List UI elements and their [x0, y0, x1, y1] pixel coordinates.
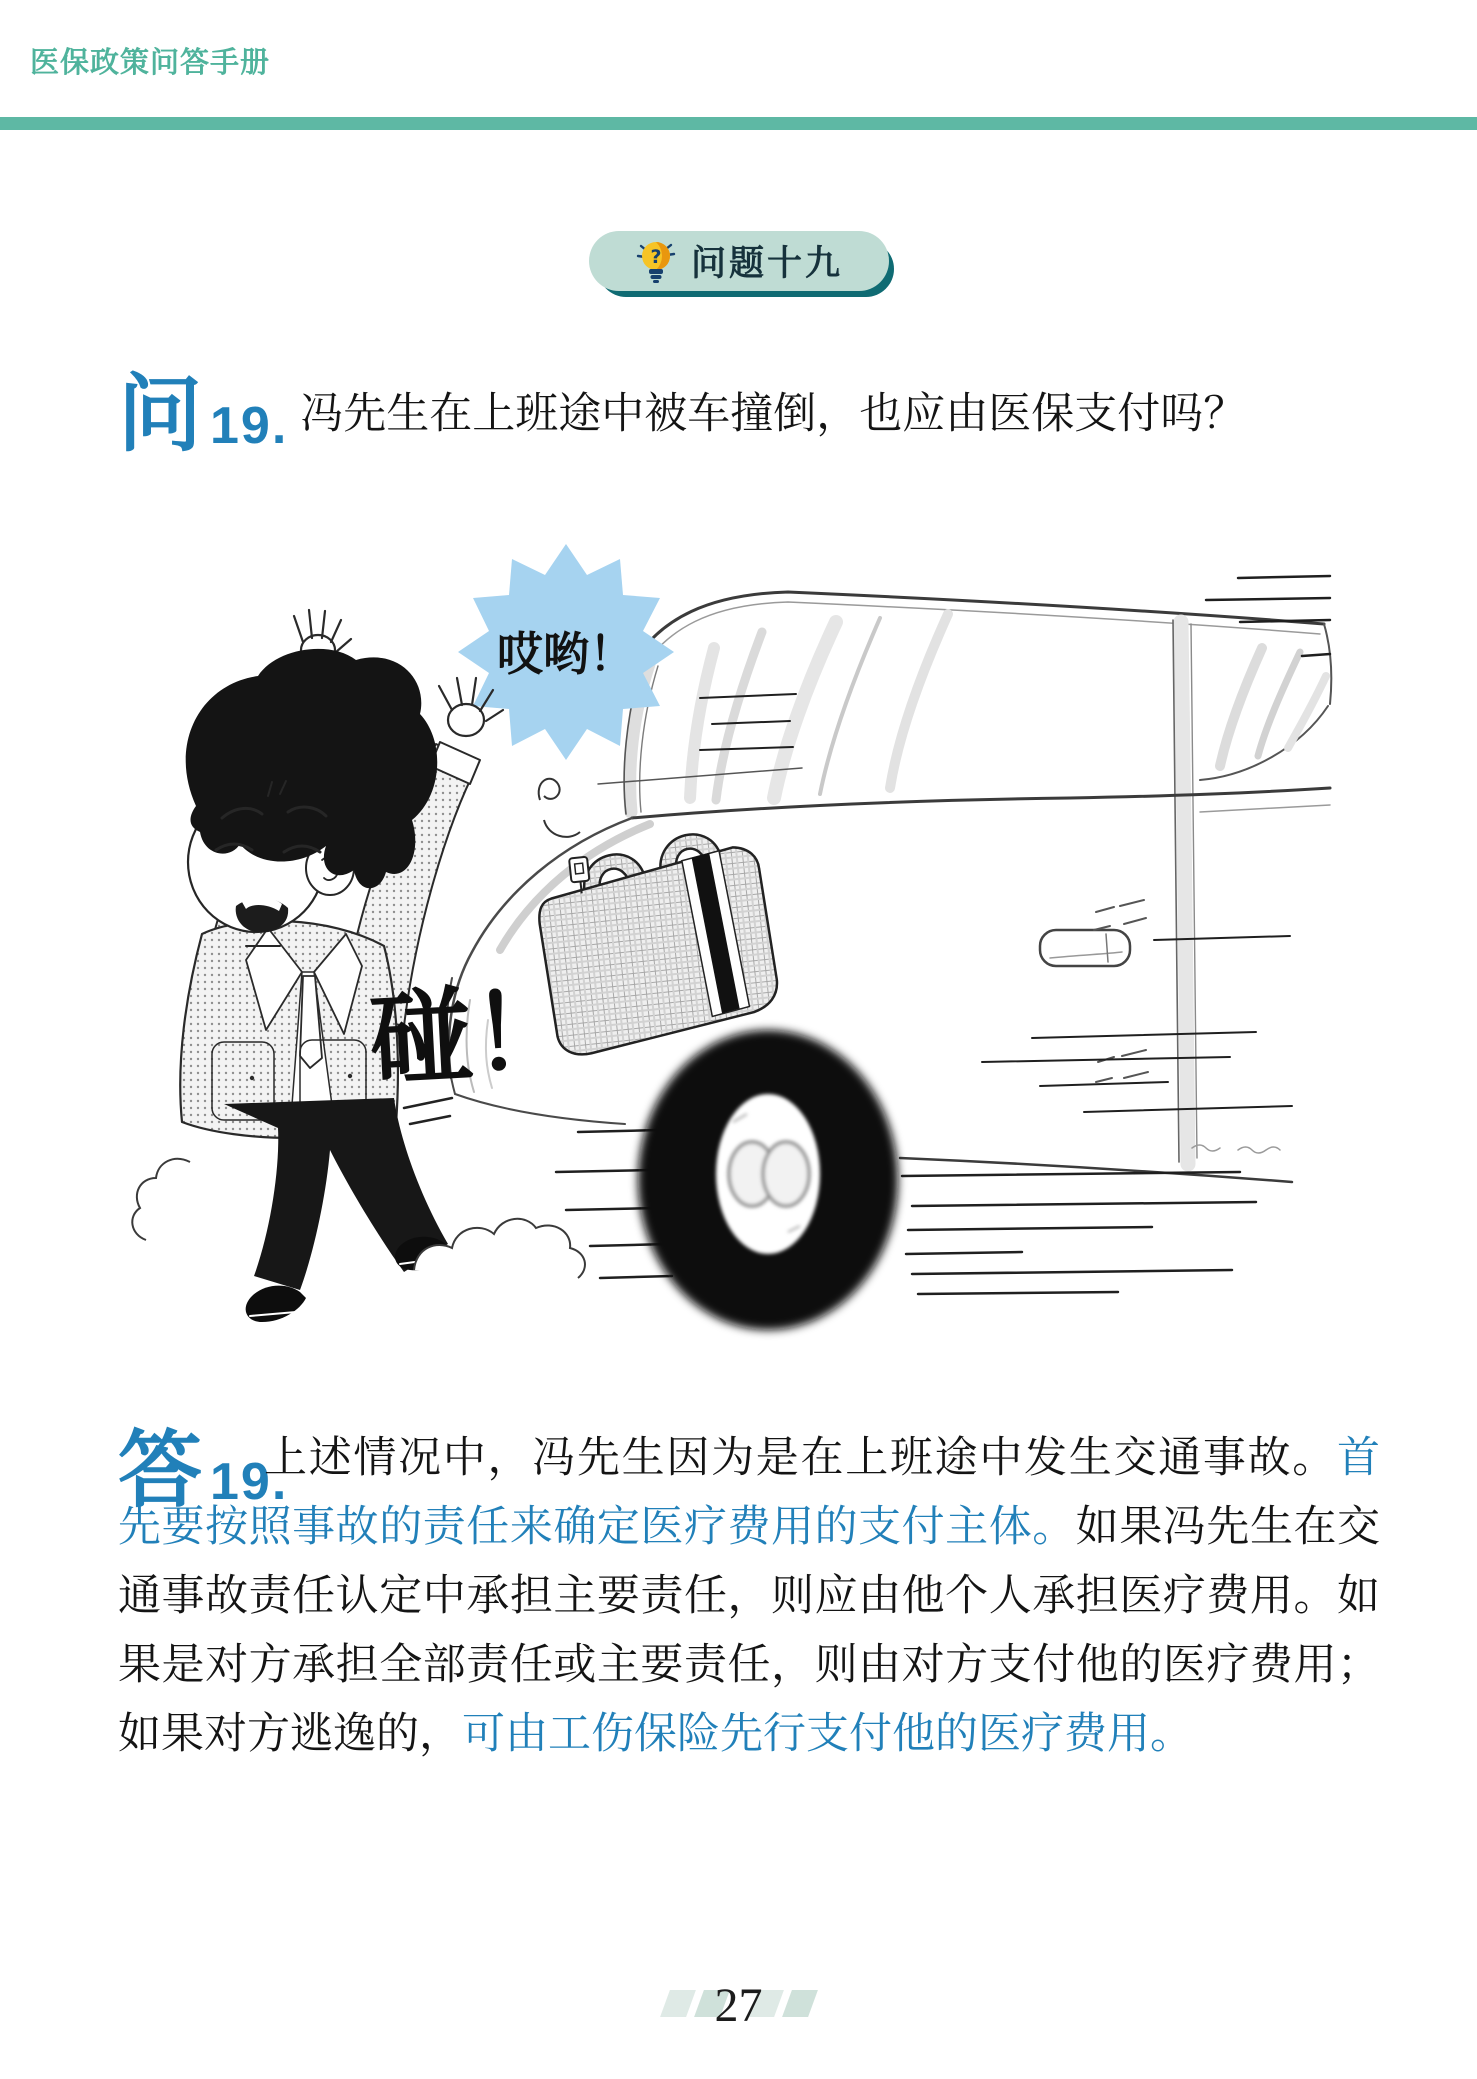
page-header-title: 医保政策问答手册 — [30, 47, 271, 79]
answer-segment: 上述情况中，冯先生因为是在上班途中发生交通事故。 — [264, 1434, 1337, 1482]
pedestrian-man — [180, 610, 503, 1322]
question-marker: 问 — [118, 367, 203, 461]
answer-marker: 答 — [118, 1423, 203, 1517]
answer-block — [118, 1424, 1380, 1769]
badge-label: 问题十九 — [690, 244, 843, 283]
exclamation-bubble-text: 哎哟！ — [497, 628, 635, 680]
blurred-front-wheel — [638, 1030, 898, 1330]
footer-slash — [660, 1990, 696, 2017]
answer-marker-box — [118, 1423, 289, 1517]
exclamation-bubble — [458, 544, 674, 760]
answer-number: 19. — [210, 1453, 289, 1511]
question-text: 冯先生在上班途中被车撞倒，也应由医保支付吗？ — [300, 390, 1247, 438]
impact-text-group — [367, 973, 577, 1124]
question-number: 19. — [210, 397, 289, 455]
answer-segment: 如果冯先生在交通事故责任认定中承担主要责任，则应由他个人承担医疗费用。如果是对方承担全部责任或主要责任，则由对方支付他的医疗费用；如果对方逃逸的， — [118, 1503, 1381, 1758]
impact-text: 碰！ — [367, 973, 577, 1098]
answer-segment-emphasis: 首先要按照事故的责任来确定医疗费用的支付主体。 — [118, 1434, 1380, 1551]
page-number: 27 — [714, 1979, 763, 2032]
hair — [186, 649, 438, 888]
motion-curl — [539, 779, 580, 837]
page-footer — [0, 1979, 1477, 2032]
answer-segment-emphasis: 可由工伤保险先行支付他的医疗费用。 — [462, 1710, 1193, 1758]
svg-text:?: ? — [650, 246, 662, 268]
footer-slash — [782, 1990, 818, 2017]
